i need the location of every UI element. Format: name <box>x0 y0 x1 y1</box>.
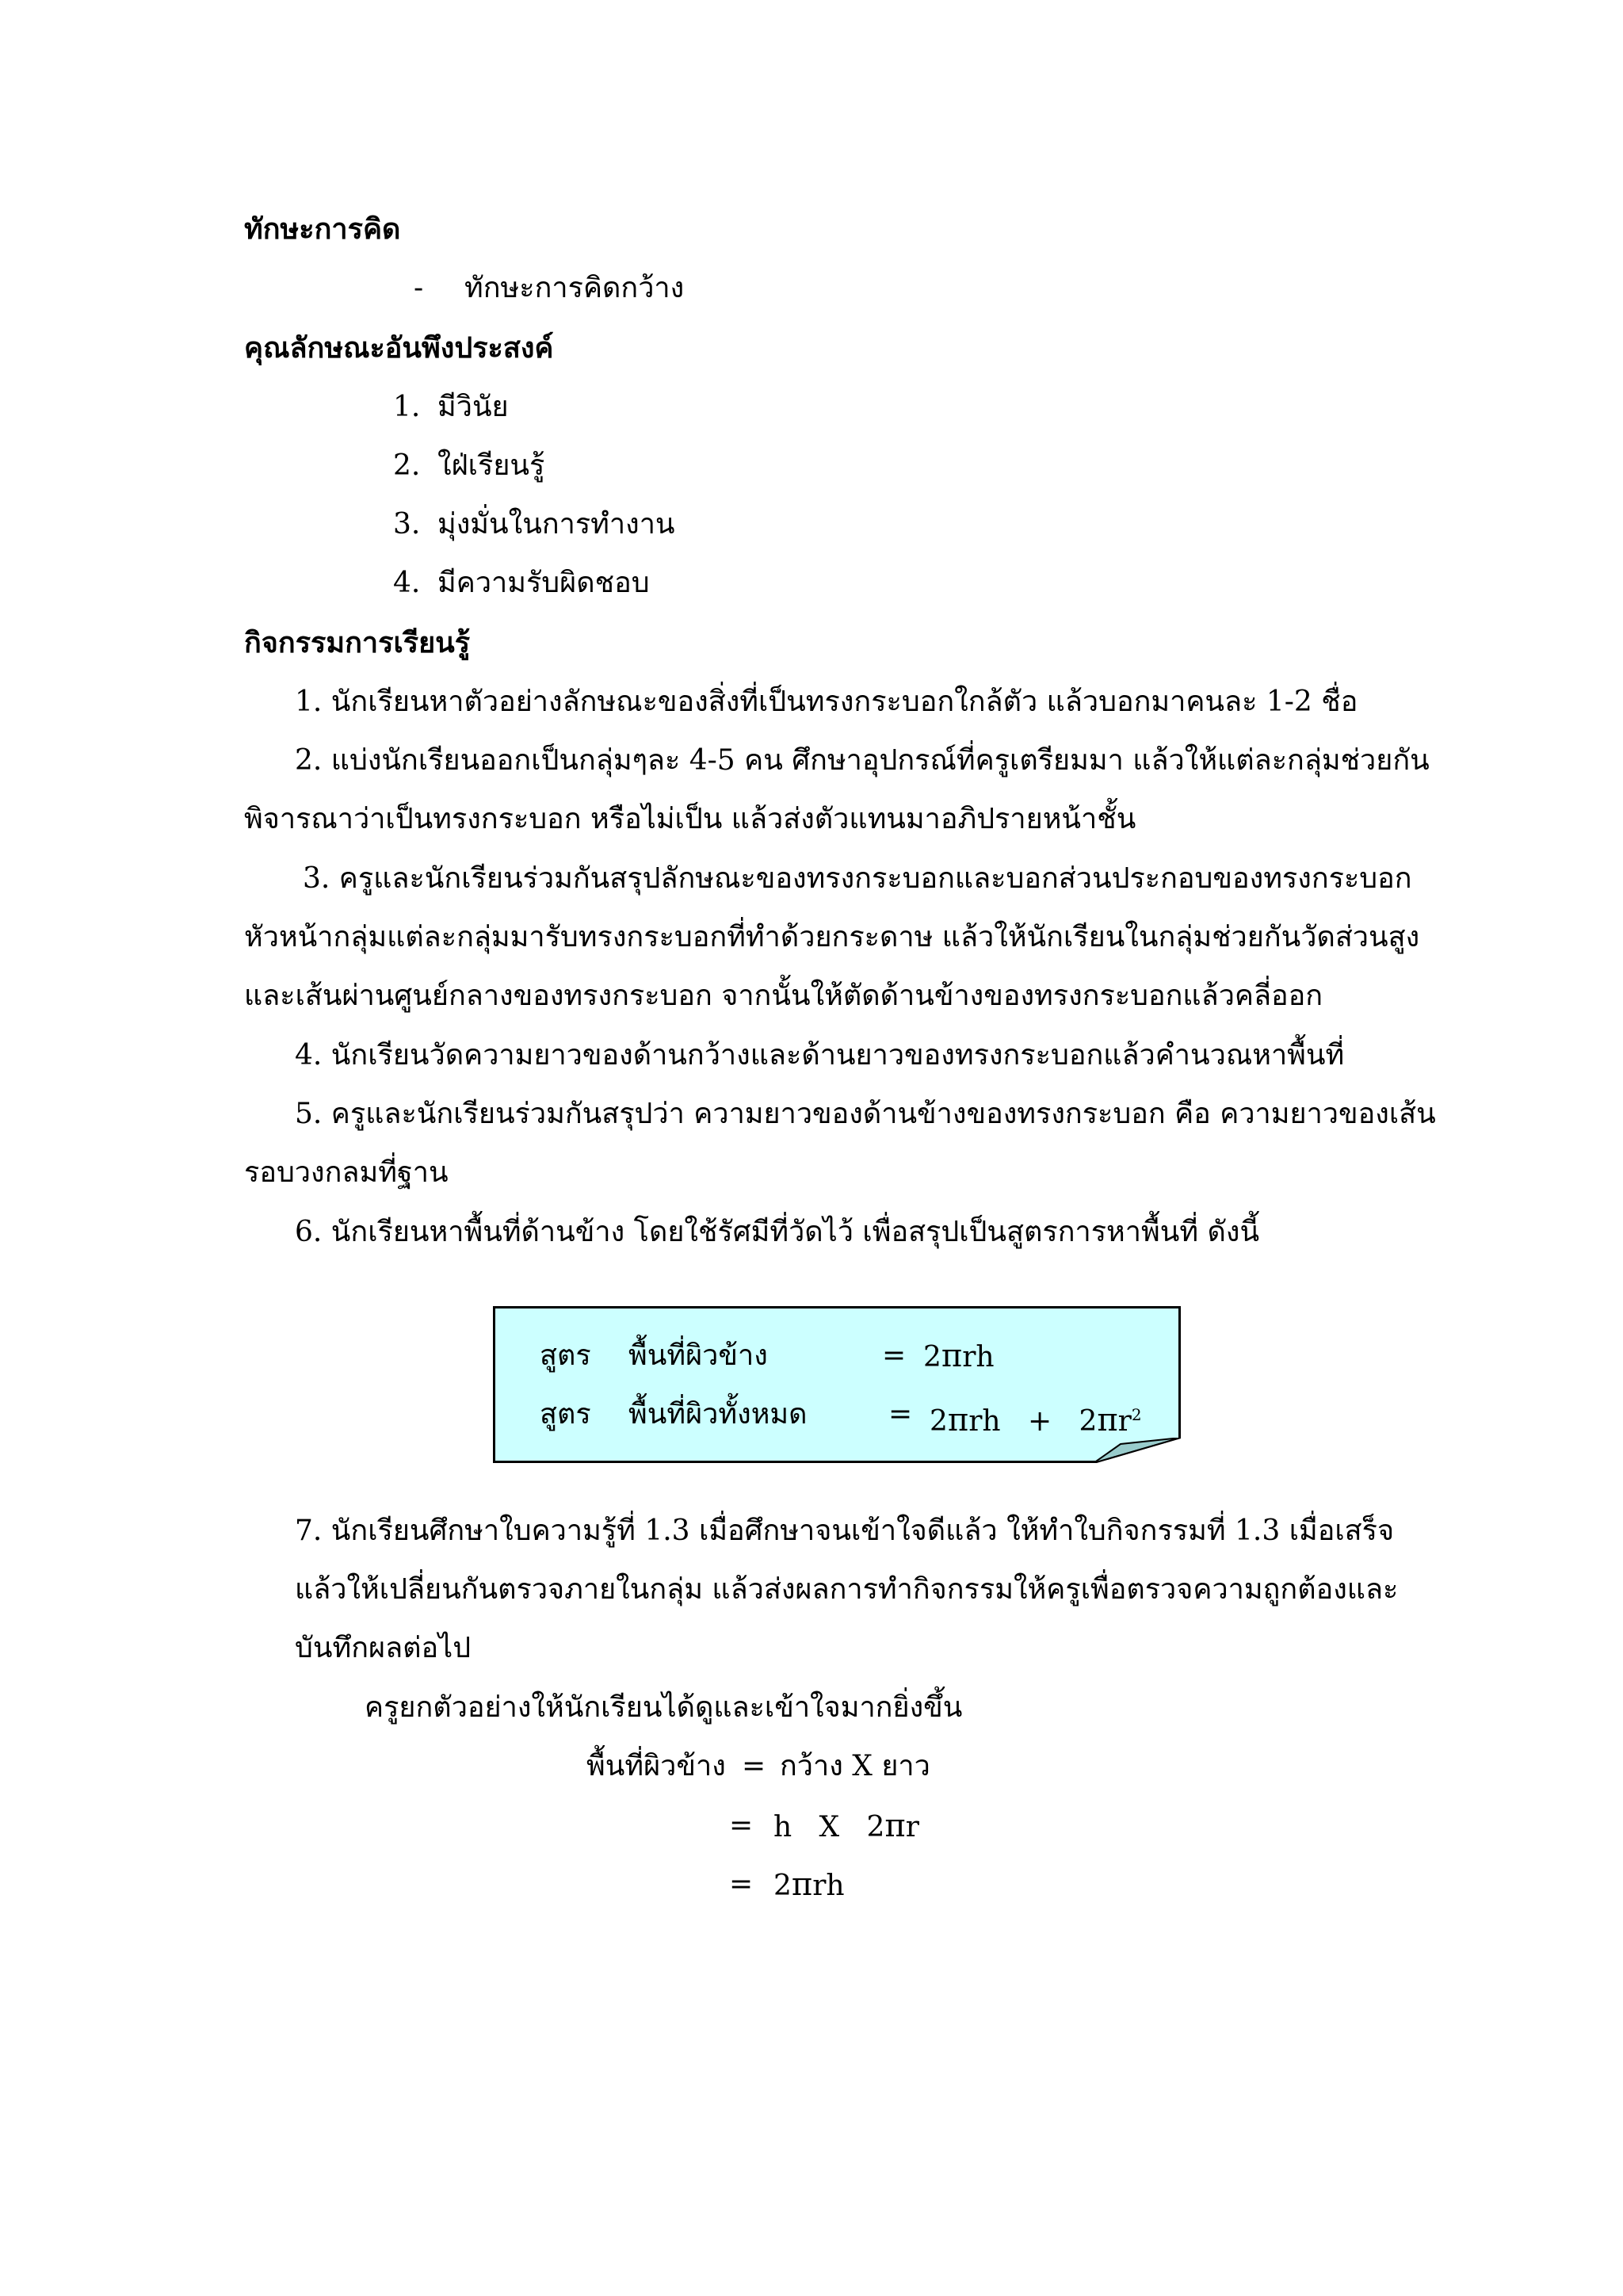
activity-2-line-2: พิจารณาว่าเป็นทรงกระบอก หรือไม่เป็น แล้วส่งตัวแทนมาอภิปรายหน้าชั้น <box>244 803 1136 835</box>
pi-symbol: π <box>791 1866 813 1903</box>
activity-3-line-1: 3. ครูและนักเรียนร่วมกันสรุปลักษณะของทรงกระบอกและบอกส่วนประกอบของทรงกระบอก <box>303 862 1412 895</box>
formula-box <box>493 1306 1181 1463</box>
pi-symbol: π <box>947 1402 969 1438</box>
formula-row-lateral <box>540 1337 591 1375</box>
trait-number: 2. <box>393 449 421 482</box>
formula-expression-total: 2πrh + $2\pi r^2$ <box>930 1402 1142 1438</box>
example-step-1-lhs: พื้นที่ผิวข้าง <box>586 1750 726 1782</box>
skills-heading: ทักษะการคิด <box>244 212 401 246</box>
activity-5-line-1: 5. ครูและนักเรียนร่วมกันสรุปว่า ความยาวของด้านข้างของทรงกระบอก คือ ความยาวของเส้น <box>295 1098 1436 1130</box>
pi-symbol: π <box>884 1808 906 1844</box>
formula-equals: = <box>882 1339 907 1372</box>
activity-7-line-3: บันทึกผลต่อไป <box>295 1632 472 1664</box>
example-step-2-expression: h X 2πr <box>773 1808 919 1844</box>
formula-label: สูตร <box>540 1398 591 1431</box>
activity-3-line-3: และเส้นผ่านศูนย์กลางของทรงกระบอก จากนั้นให้ตัดด้านข้างของทรงกระบอกแล้วคลี่ออก <box>244 980 1323 1012</box>
formula-equals: = <box>888 1398 913 1431</box>
trait-text: มีวินัย <box>437 391 509 423</box>
example-step-2-equals: = <box>729 1809 754 1842</box>
trait-text: ใฝ่เรียนรู้ <box>437 449 545 482</box>
example-step-1-rhs: กว้าง X ยาว <box>780 1750 930 1782</box>
activity-7-line-2: แล้วให้เปลี่ยนกันตรวจภายในกลุ่ม แล้วส่งผลการทำกิจกรรมให้ครูเพื่อตรวจความถูกต้องและ <box>295 1573 1399 1606</box>
pi-symbol: π <box>1097 1402 1118 1438</box>
trait-number: 3. <box>393 508 421 541</box>
example-step-3-equals: = <box>729 1868 754 1901</box>
trait-text: มีความรับผิดชอบ <box>437 567 650 599</box>
formula-label: สูตร <box>540 1339 591 1372</box>
activity-5-line-2: รอบวงกลมที่ฐาน <box>244 1156 449 1189</box>
activity-1: 1. นักเรียนหาตัวอย่างลักษณะของสิ่งที่เป็นทรงกระบอกใกล้ตัว แล้วบอกมาคนละ 1-2 ชื่อ <box>295 686 1358 718</box>
trait-number: 1. <box>393 391 421 423</box>
formula-expression-lateral: 2πrh <box>923 1338 995 1374</box>
activities-heading: กิจกรรมการเรียนรู้ <box>244 626 471 659</box>
activity-4: 4. นักเรียนวัดความยาวของด้านกว้างและด้านยาวของทรงกระบอกแล้วคำนวณหาพื้นที่ <box>295 1039 1345 1072</box>
page-fold-icon <box>1094 1438 1181 1463</box>
activity-3-line-2: หัวหน้ากลุ่มแต่ละกลุ่มมารับทรงกระบอกที่ทำด้วยกระดาษ แล้วให้นักเรียนในกลุ่มช่วยกันวัดส่วนสูง <box>244 921 1420 953</box>
formula-name-lateral: พื้นที่ผิวข้าง <box>628 1339 768 1372</box>
activity-7-line-1: 7. นักเรียนศึกษาใบความรู้ที่ 1.3 เมื่อศึกษาจนเข้าใจดีแล้ว ให้ทำใบกิจกรรมที่ 1.3 เมื่อเสร็จ <box>295 1515 1395 1547</box>
example-step-1-equals: = <box>742 1750 766 1782</box>
skills-item-dash: - <box>414 272 424 304</box>
activity-2-line-1: 2. แบ่งนักเรียนออกเป็นกลุ่มๆละ 4-5 คน ศึกษาอุปกรณ์ที่ครูเตรียมมา แล้วให้แต่ละกลุ่มช่วยกัน <box>295 744 1430 777</box>
skills-item-text: ทักษะการคิดกว้าง <box>464 272 685 304</box>
exponent: 2 <box>1131 1405 1142 1424</box>
formula-row-total <box>540 1396 591 1434</box>
trait-text: มุ่งมั่นในการทำงาน <box>437 508 675 541</box>
traits-heading: คุณลักษณะอันพึงประสงค์ <box>244 331 554 365</box>
trait-number: 4. <box>393 567 421 599</box>
pi-symbol: π <box>941 1338 963 1374</box>
formula-name-total: พื้นที่ผิวทั้งหมด <box>628 1398 808 1431</box>
example-step-3-expression: 2πrh <box>773 1866 845 1903</box>
activity-6: 6. นักเรียนหาพื้นที่ด้านข้าง โดยใช้รัศมีที่วัดไว้ เพื่อสรุปเป็นสูตรการหาพื้นที่ ดังนี้ <box>295 1216 1260 1248</box>
example-intro: ครูยกตัวอย่างให้นักเรียนได้ดูและเข้าใจมากยิ่งขึ้น <box>365 1691 963 1724</box>
